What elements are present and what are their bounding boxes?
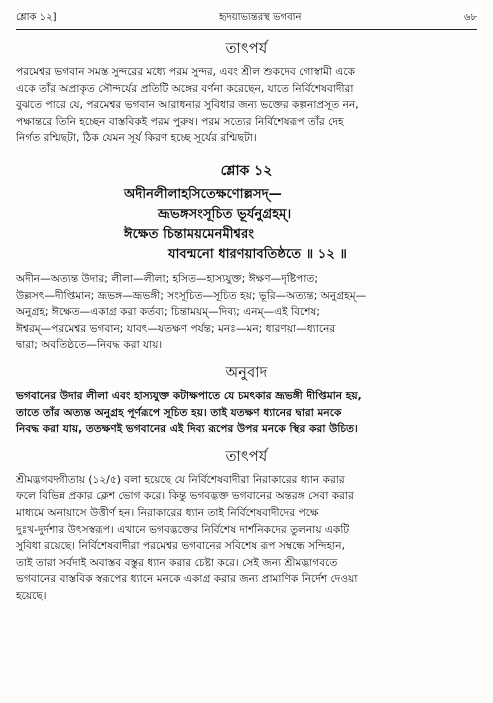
- text-line: পক্ষান্তরে তিনি হচ্ছেন বাস্তবিকই পরম পুরুষ। পরম সত্যের নির্বিশেষরূপ তাঁর দেহ: [16, 115, 344, 128]
- text-line: বুঝতে পারে যে, পরমেশ্বর ভগবান আরাধনার সুবিধার জন্য ভক্তের কল্পনাপ্রসূত নন,: [16, 99, 359, 112]
- text-line: দুঃখ-দুর্দশার উৎসস্বরূপ। এখানে ভগবদ্ভক্তের নির্বিশেষ দার্শনিকদের তুলনায় একটি: [16, 523, 350, 536]
- text-line: উল্লসৎ—দীপ্তিমান; ভ্রূভঙ্গ—ভ্রূভঙ্গী; সংসূচিত—সূচিত হয়; ভূরি—অত্যন্ত; অনুগ্রহম্—: [16, 289, 367, 302]
- text-line: মাধ্যমে অনায়াসে উত্তীর্ণ হন। নিরাকারের ধ্যান তাই নির্বিশেষবাদীদের পক্ষে: [16, 506, 319, 519]
- translation-heading: অনুবাদ: [225, 364, 268, 381]
- verse-line: ভ্রূভঙ্গসংসূচিত ভূর্যনুগ্রহম্।: [158, 206, 292, 222]
- text-line: ভগবানের উদার লীলা এবং হাস্যযুক্ত কটাক্ষপাতে যে চমৎকার ভ্রূভঙ্গী দীপ্তিমান হয়,: [16, 389, 362, 402]
- verse-line: যাবন্মনো ধারণয়াবতিষ্ঠতে ॥ ১২ ॥: [168, 246, 347, 262]
- verse-line: ঈক্ষেত চিন্তাময়মেনমীশ্বরং: [124, 226, 255, 242]
- purport-paragraph-2: [16, 472, 477, 605]
- translation-paragraph: [16, 388, 477, 438]
- verse-line: অদীনলীলাহসিতেক্ষণোল্লসদ্—: [124, 186, 282, 202]
- text-line: দ্বারা; অবতিষ্ঠতে—নিবদ্ধ করা যায়।: [16, 339, 163, 352]
- text-line: হয়েছে।: [16, 589, 47, 602]
- sanskrit-verse: [16, 185, 477, 265]
- verse-label: শ্লোক ১২: [220, 162, 273, 179]
- synonyms-paragraph: [16, 271, 477, 354]
- text-line: অদীন—অত্যন্ত উদার; লীলা—লীলা; হসিত—হাস্যযুক্ত; ঈক্ষণ—দৃষ্টিপাত;: [16, 272, 318, 285]
- text-line: একে তাঁর অপ্রাকৃত সৌন্দর্যের প্রতিটি অঙ্গের বর্ণনা করেছেন, যাতে নির্বিশেষবাদীরা: [16, 82, 354, 95]
- page-number: ৬৮: [463, 12, 477, 23]
- text-line: নির্গত রশ্মিছটা, ঠিক যেমন সূর্য কিরণ হচ্ছে সূর্যের রশ্মিছটা।: [16, 132, 257, 145]
- text-line: তাই তারা সর্বদাই অবাস্তব বস্তুর ধ্যান করার চেষ্টা করে। সেই জন্য শ্রীমদ্ভাগবতে: [16, 556, 338, 569]
- text-line: ঈশ্বরম্—পরমেশ্বর ভগবান; যাবৎ—যতক্ষণ পর্যন্ত; মনঃ—মন; ধারণয়া—ধ্যানের: [16, 322, 336, 335]
- text-line: ভগবানের বাস্তবিক স্বরূপের ধ্যানে মনকে একাগ্র করার জন্য প্রামাণিক নির্দেশ দেওয়া: [16, 573, 358, 586]
- text-line: শ্রীমদ্ভগবদ্গীতায় (১২/৫) বলা হয়েছে যে নির্বিশেষবাদীরা নিরাকারের ধ্যান করার: [16, 473, 345, 486]
- text-line: ফলে বিভিন্ন প্রকার ক্লেশ ভোগ করে। কিন্তু ভগবদ্ভক্ত ভগবানের অন্তরঙ্গ সেবা করার: [16, 490, 354, 503]
- purport-paragraph-1: [16, 64, 477, 147]
- text-line: নিবদ্ধ করা যায়, ততক্ষণই ভগবানের এই দিব্য রূপের উপর মনকে স্থির করা উচিত।: [16, 423, 358, 436]
- verse-reference: শ্লোক ১২]: [16, 12, 57, 23]
- text-line: তাতে তাঁর অত্যন্ত অনুগ্রহ পূর্ণরূপে সূচিত হয়। তাই যতক্ষণ ধ্যানের দ্বারা মনকে: [16, 406, 342, 419]
- chapter-title: হৃদয়াভ্যন্তরস্থ ভগবান: [219, 12, 302, 23]
- purport-heading-1: তাৎপর্য: [225, 41, 268, 57]
- text-line: অনুগ্রহ; ঈক্ষেত—একাগ্র করা কর্তব্য; চিন্তাময়ম্—দিব্য; এনম্—এই বিশেষ;: [16, 306, 320, 319]
- purport-heading-2: তাৎপর্য: [225, 448, 268, 465]
- text-line: সুবিধা রয়েছে। নির্বিশেষবাদীরা পরমেশ্বর ভগবানের সবিশেষ রূপ সম্বন্ধে সন্দিহান,: [16, 540, 345, 553]
- page-header: [16, 10, 477, 30]
- text-line: পরমেশ্বর ভগবান সমস্ত সুন্দরের মধ্যে পরম সুন্দর, এবং শ্রীল শুকদেব গোস্বামী একে: [16, 66, 356, 78]
